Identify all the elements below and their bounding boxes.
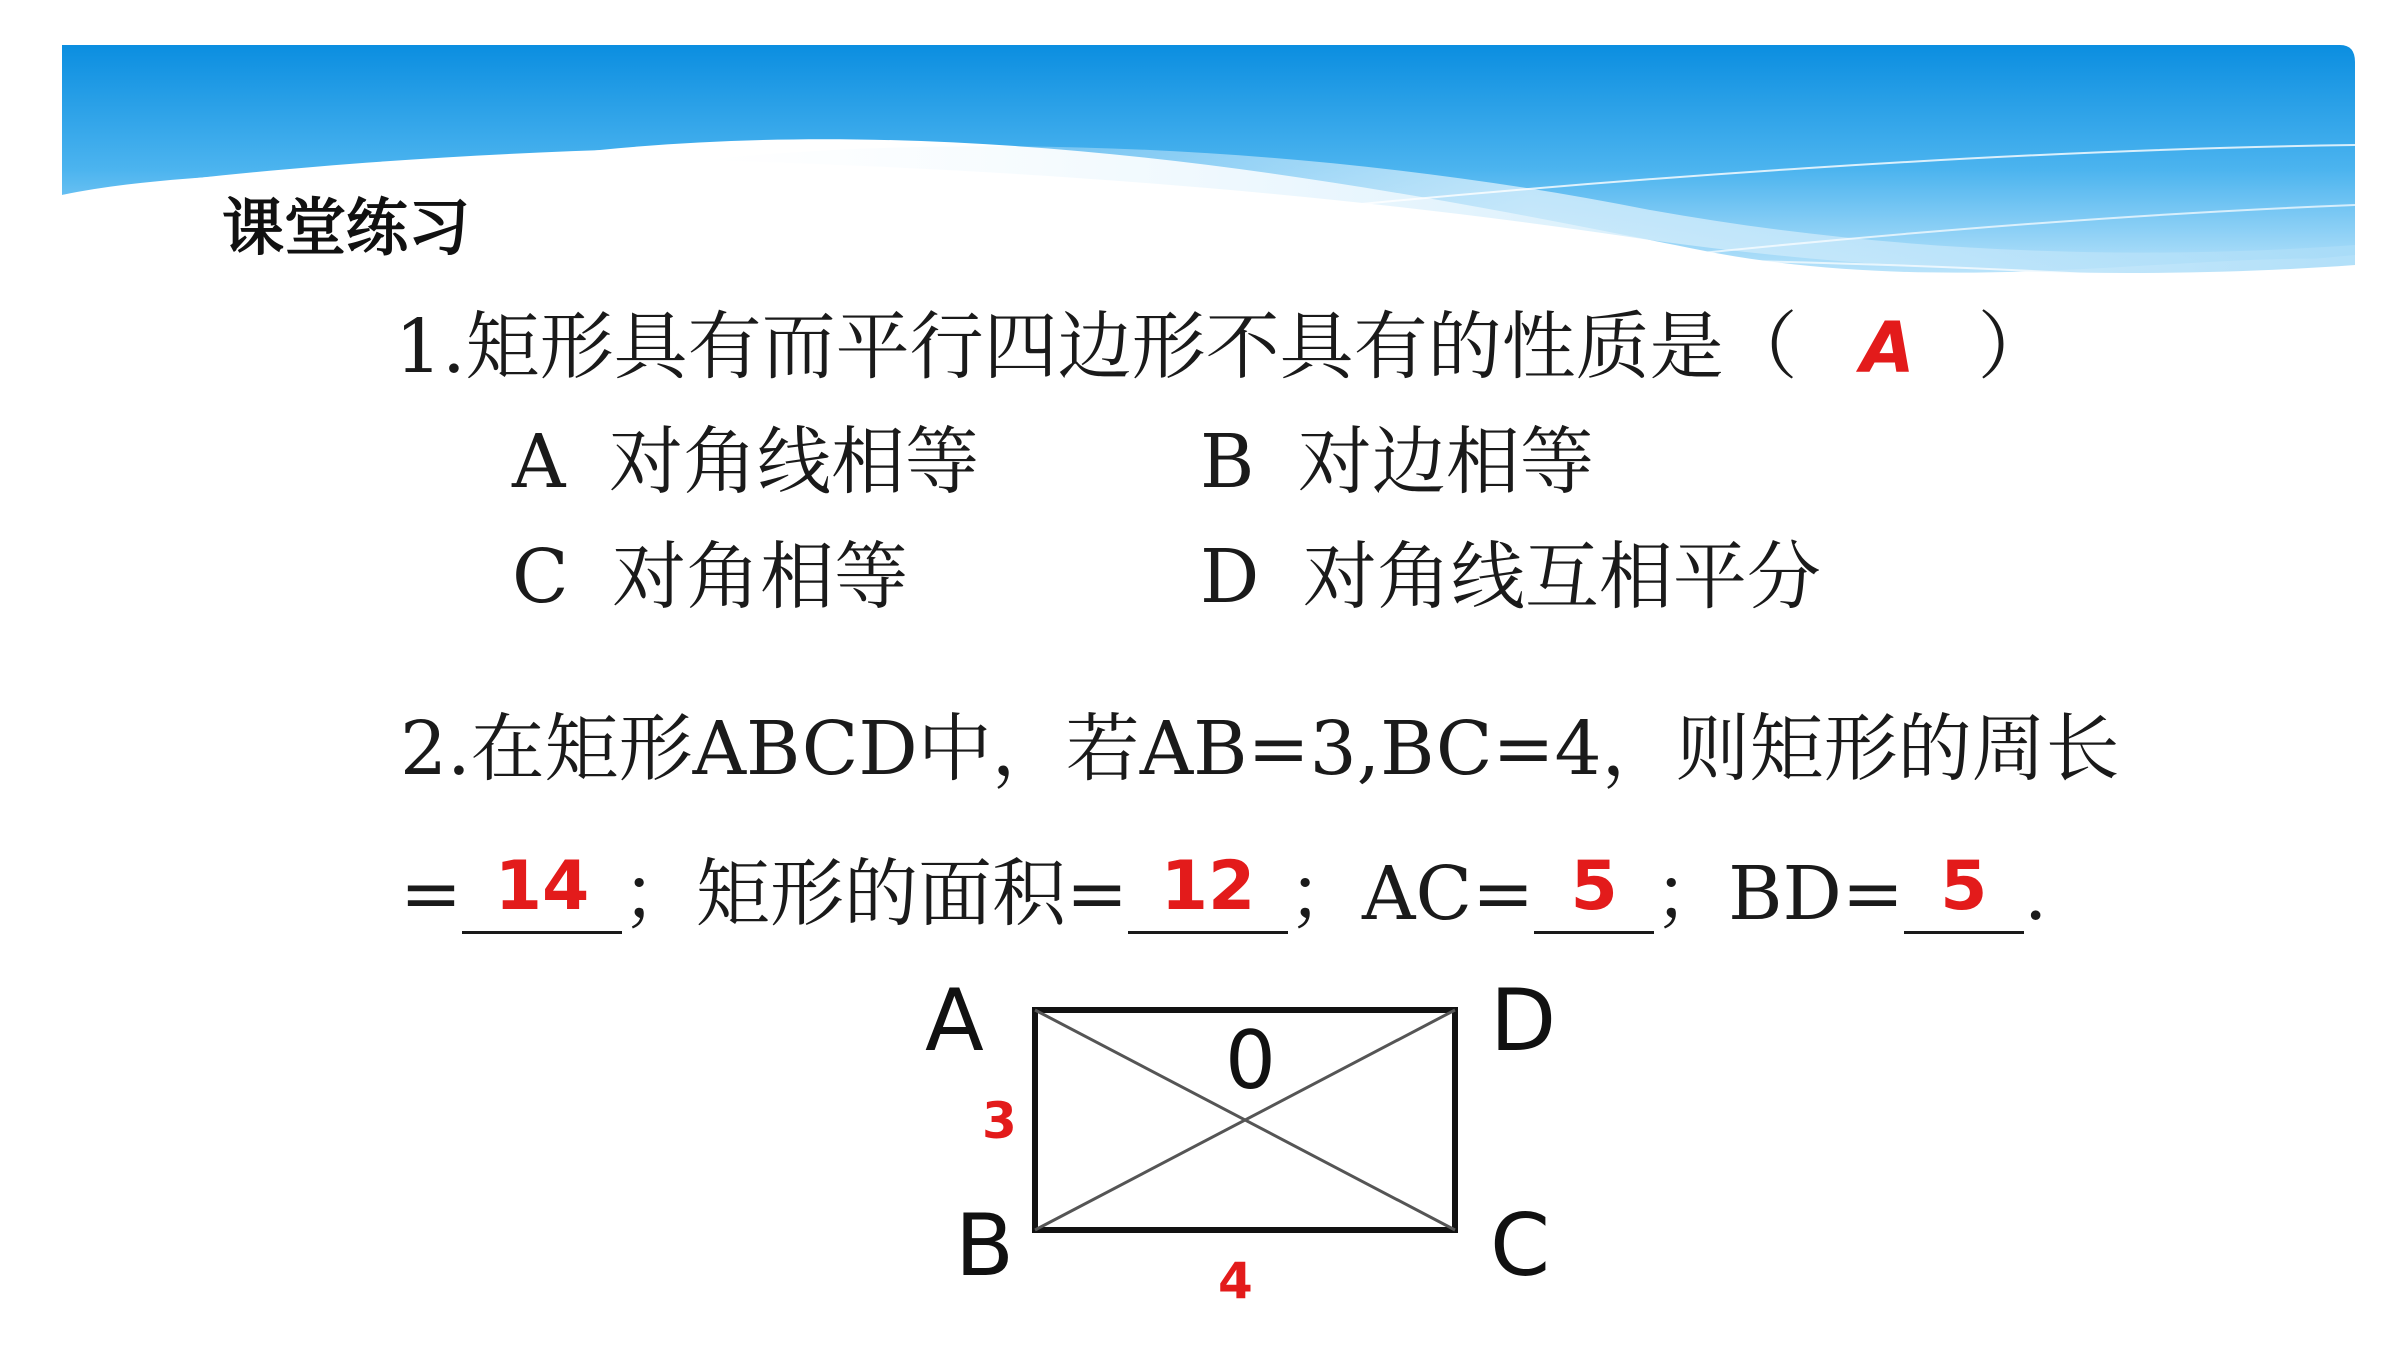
vertex-c-label: C — [1490, 1196, 1551, 1296]
question-2-line-2 — [400, 835, 2047, 941]
header-banner — [0, 0, 2400, 330]
center-o-label: 0 — [1225, 1014, 1276, 1107]
area-label: ；矩形的面积= — [622, 851, 1129, 937]
section-heading: 课堂练习 — [222, 191, 471, 264]
q2-end: . — [2023, 851, 2048, 937]
perimeter-blank — [462, 847, 622, 934]
vertex-d-label: D — [1490, 971, 1557, 1071]
vertex-b-label: B — [955, 1196, 1014, 1296]
option-c-letter: C — [512, 534, 569, 620]
bd-answer: 5 — [1940, 847, 1988, 926]
option-d — [1200, 518, 1821, 624]
area-blank — [1128, 847, 1288, 934]
q1-answer: A — [1860, 307, 1915, 389]
option-b-text: 对边相等 — [1297, 419, 1594, 505]
vertex-a-label: A — [925, 971, 984, 1071]
rectangle-diagram — [900, 960, 1600, 1320]
option-c-text: 对角相等 — [612, 534, 909, 620]
ac-answer: 5 — [1570, 847, 1618, 926]
question-2-line-1: 2.在矩形ABCD中，若AB=3,BC=4，则矩形的周长 — [400, 706, 2120, 792]
q2-equals: = — [400, 851, 463, 937]
question-1 — [395, 288, 2052, 394]
option-b — [1200, 403, 1594, 509]
option-b-letter: B — [1200, 419, 1255, 505]
option-a-letter: A — [512, 419, 566, 505]
option-a — [512, 403, 979, 509]
q1-number: 1. — [395, 304, 466, 390]
option-d-text: 对角线互相平分 — [1302, 534, 1821, 620]
ac-blank — [1534, 847, 1654, 934]
perimeter-answer: 14 — [494, 847, 590, 926]
option-d-letter: D — [1200, 534, 1260, 620]
bd-blank — [1904, 847, 2024, 934]
ac-label: ；AC= — [1288, 851, 1535, 937]
q1-close: ） — [1977, 304, 2052, 390]
option-a-text: 对角线相等 — [608, 419, 979, 505]
side-bc-label: 4 — [1218, 1252, 1253, 1310]
bd-label: ；BD= — [1654, 851, 1904, 937]
option-c — [512, 518, 908, 624]
side-ab-label: 3 — [982, 1092, 1017, 1150]
q1-stem: 矩形具有而平行四边形不具有的性质是（ — [465, 304, 1798, 390]
area-answer: 12 — [1160, 847, 1256, 926]
